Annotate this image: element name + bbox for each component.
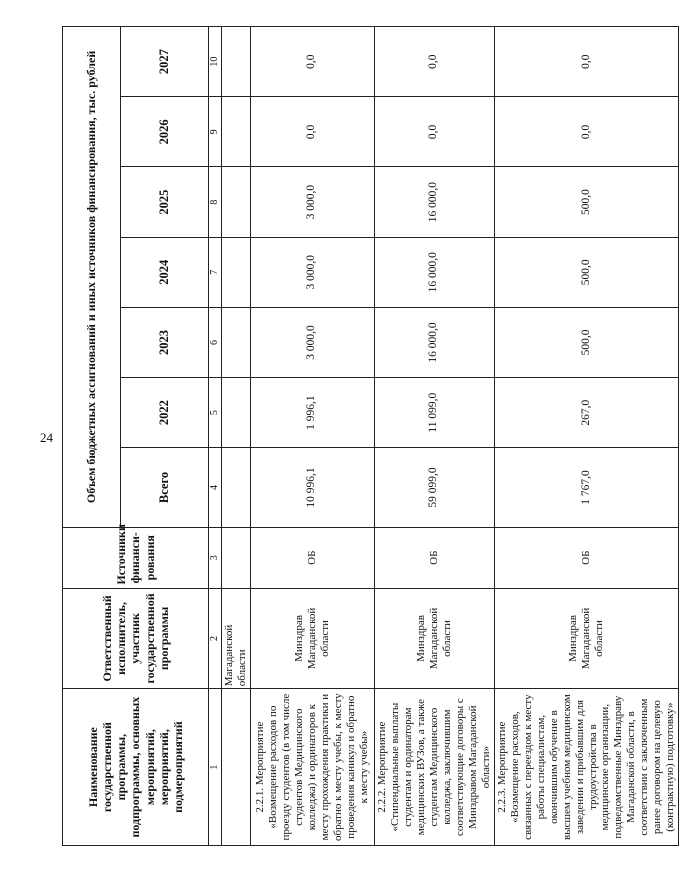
row-value: 1 996,1 xyxy=(250,378,374,448)
group-blank xyxy=(221,689,250,846)
row-value: 16 000,0 xyxy=(374,307,494,377)
row-value: 3 000,0 xyxy=(250,167,374,237)
header-source: Источники финанси-рования xyxy=(63,527,209,588)
group-label: Магаданской области xyxy=(221,588,250,689)
group-blank xyxy=(221,237,250,307)
group-blank xyxy=(221,167,250,237)
table-row xyxy=(494,27,679,846)
row-value: 3 000,0 xyxy=(250,307,374,377)
table-row xyxy=(374,27,494,846)
header-year-2023: 2023 xyxy=(121,307,209,377)
col-number: 3 xyxy=(209,527,222,588)
col-number: 4 xyxy=(209,448,222,528)
row-value: 3 000,0 xyxy=(250,237,374,307)
col-number: 2 xyxy=(209,588,222,689)
group-blank xyxy=(221,307,250,377)
header-executor: Ответственный исполнитель, участник государственной программы xyxy=(63,588,209,689)
col-number: 5 xyxy=(209,378,222,448)
header-year-2027: 2027 xyxy=(121,27,209,97)
row-source: ОБ xyxy=(494,527,679,588)
row-name: 2.2.1. Мероприятие «Возмещение расходов по проезду студентов (в том числе студентов Медицинского колледжа) и ординаторов к месту прохождения практики и обратно к месту учебы, к месту проведения каникул и обратно к месту учебы» xyxy=(250,689,374,846)
row-value: 0,0 xyxy=(374,97,494,167)
row-value: 267,0 xyxy=(494,378,679,448)
row-executor: Минздрав Магаданской области xyxy=(250,588,374,689)
row-value: 0,0 xyxy=(494,97,679,167)
group-blank xyxy=(221,448,250,528)
col-number: 8 xyxy=(209,167,222,237)
header-year-2025: 2025 xyxy=(121,167,209,237)
header-year-2024: 2024 xyxy=(121,237,209,307)
group-blank xyxy=(221,27,250,97)
row-executor: Минздрав Магаданской области xyxy=(374,588,494,689)
header-name: Наименование государственной программы, подпрограммы, основных мероприятий, мероприятий, подмероприятий xyxy=(63,689,209,846)
row-value: 0,0 xyxy=(250,27,374,97)
header-year-2022: 2022 xyxy=(121,378,209,448)
header-funding: Объем бюджетных ассигнований и иных источников финансирования, тыс. рублей xyxy=(63,27,121,528)
page-number: 24 xyxy=(40,430,53,445)
group-blank xyxy=(221,97,250,167)
row-value: 500,0 xyxy=(494,307,679,377)
group-blank xyxy=(221,378,250,448)
row-value: 16 000,0 xyxy=(374,237,494,307)
row-value: 500,0 xyxy=(494,167,679,237)
row-value: 11 099,0 xyxy=(374,378,494,448)
col-number: 1 xyxy=(209,689,222,846)
row-total: 59 099,0 xyxy=(374,448,494,528)
row-name: 2.2.2. Мероприятие «Стипендиальные выплаты студентам и ординаторам медицинских ВУЗов, а также студентам Медицинского колледжа, заключившим соответствующие договоры с Минздравом Магаданской области» xyxy=(374,689,494,846)
col-number: 10 xyxy=(209,27,222,97)
col-number: 7 xyxy=(209,237,222,307)
row-total: 1 767,0 xyxy=(494,448,679,528)
row-source: ОБ xyxy=(374,527,494,588)
row-executor: Минздрав Магаданской области xyxy=(494,588,679,689)
row-name: 2.2.3. Мероприятие «Возмещение расходов, связанных с переездом к месту работы специалистам, окончившим обучение в высшем учебном медицинском заведении и прибывшим для трудоустройства в медицинские организации, подведомственные Минздраву Магаданской области, в соответствии с заключенным ранее договором на целевую (контрактную) подготовку» xyxy=(494,689,679,846)
row-value: 500,0 xyxy=(494,237,679,307)
rotated-table-container xyxy=(62,26,677,846)
header-total: Всего xyxy=(121,448,209,528)
header-year-2026: 2026 xyxy=(121,97,209,167)
group-blank xyxy=(221,527,250,588)
funding-table xyxy=(62,26,679,846)
row-value: 0,0 xyxy=(374,27,494,97)
row-value: 0,0 xyxy=(250,97,374,167)
row-value: 0,0 xyxy=(494,27,679,97)
col-number: 9 xyxy=(209,97,222,167)
row-source: ОБ xyxy=(250,527,374,588)
row-value: 16 000,0 xyxy=(374,167,494,237)
table-row xyxy=(250,27,374,846)
col-number: 6 xyxy=(209,307,222,377)
row-total: 10 996,1 xyxy=(250,448,374,528)
